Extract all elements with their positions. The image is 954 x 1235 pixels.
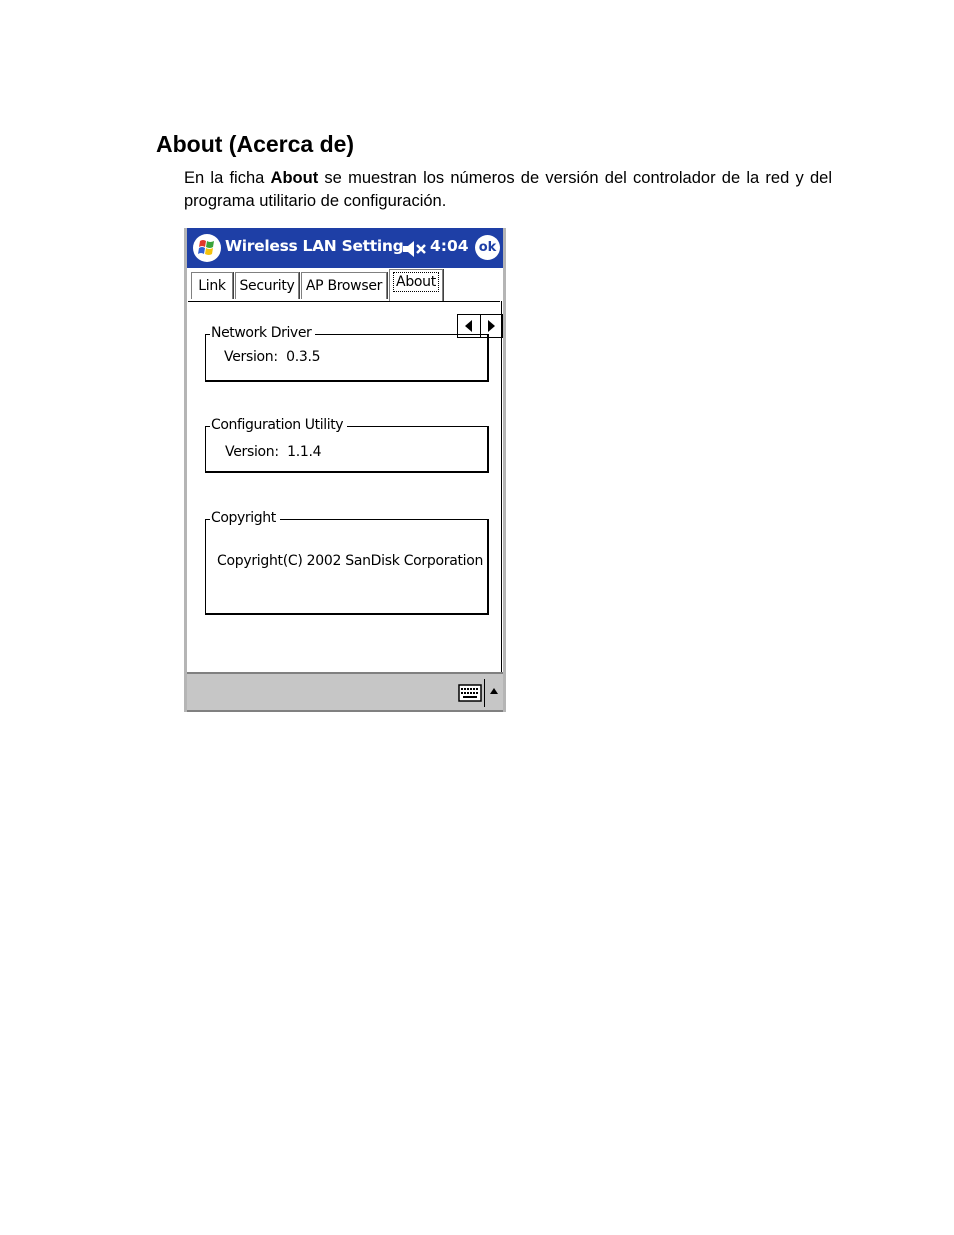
configuration-utility-version: Version: 1.1.4 <box>225 444 322 460</box>
description-bold-term: About <box>270 169 319 187</box>
network-driver-group <box>205 325 489 382</box>
configuration-utility-group-title: Configuration Utility <box>210 416 347 434</box>
taskbar-divider <box>484 679 485 707</box>
pocketpc-screenshot <box>184 228 506 712</box>
tab-about[interactable] <box>389 269 443 301</box>
network-driver-group-title: Network Driver <box>210 324 315 342</box>
tab-security[interactable]: Security <box>235 272 299 299</box>
copyright-group <box>205 510 489 615</box>
clock[interactable]: 4:04 <box>430 237 469 255</box>
tab-link[interactable]: Link <box>191 272 233 299</box>
tab-bar <box>187 268 503 302</box>
screen-bottom-edge <box>187 710 503 712</box>
title-bar <box>187 228 503 268</box>
copyright-text: Copyright(C) 2002 SanDisk Corporation <box>217 553 484 569</box>
about-tab-panel <box>191 301 502 673</box>
ok-button[interactable]: ok <box>475 235 500 260</box>
description-text-end: se muestran los números de versión del controlador de la red y del programa utilitario de configuración. <box>184 169 832 210</box>
app-title: Wireless LAN Setting <box>225 237 404 255</box>
configuration-utility-group <box>205 417 489 473</box>
network-driver-version: Version: 0.3.5 <box>224 349 321 365</box>
windows-flag-icon[interactable] <box>192 233 222 263</box>
description-text-start: En la ficha <box>184 169 271 187</box>
keyboard-icon[interactable] <box>458 684 482 702</box>
speaker-icon[interactable] <box>401 239 427 259</box>
tab-about-label: About <box>393 272 439 292</box>
arrow-up-icon[interactable] <box>489 687 499 695</box>
taskbar <box>187 672 503 712</box>
copyright-group-title: Copyright <box>210 509 280 527</box>
tab-ap-browser[interactable]: AP Browser <box>301 272 387 299</box>
section-description <box>184 167 832 213</box>
section-heading: About (Acerca de) <box>156 131 355 157</box>
